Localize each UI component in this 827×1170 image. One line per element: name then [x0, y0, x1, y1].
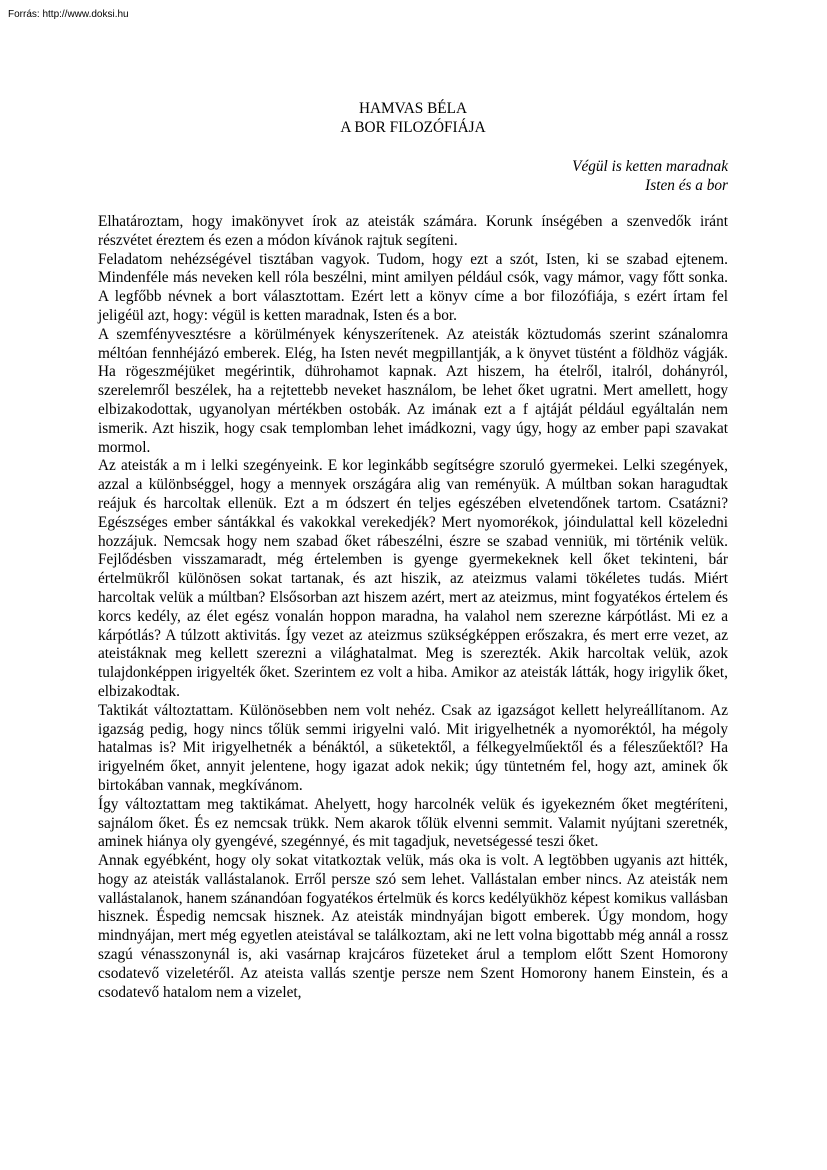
- motto-line: Végül is ketten maradnak: [572, 158, 728, 175]
- document-heading: [98, 99, 728, 137]
- author-name: HAMVAS BÉLA: [358, 100, 468, 117]
- paragraph: A szemfényvesztésre a körülmények kényszerítenek. Az ateisták köztudomás szerint szánalomra méltóan fennhéjázó emberek. Elég, ha Isten nevét megpillantják, a k önyvet tüstént a földhöz vágják. Ha rögeszméjüket megérintik, dührohamot kapnak. Azt hiszem, ha ételről, italról, dohányról, szerelemről beszélek, ha a rejtettebb neveket használom, be lehet őket ugratni. Mert amellett, hogy elbizakodottak, ugyanolyan mértékben ostobák. Az imának ezt a f ajtáját például egyáltalán nem ismerik. Azt hiszik, hogy csak templomban lehet imádkozni, vagy úgy, hogy az ember papi szavakat mormol.: [98, 325, 728, 456]
- body-text: [98, 213, 728, 1002]
- paragraph: Taktikát változtattam. Különösebben nem volt nehéz. Csak az igazságot kellett helyreállítanom. Az igazság pedig, hogy nincs tőlük semmi irigyelni való. Mit irigyelhetnék a nyomoréktól, ha mégoly hatalmas is? Mit irigyelhetnék a bénáktól, a süketektől, a félkegyelműektől és a féleszűektől? Ha irigyelném őket, annyit jelentene, hogy igazat adok nekik; úgy tüntetném fel, hogy azt, aminek ők birtokában vannak, megkívánom.: [98, 701, 728, 794]
- motto: [572, 157, 728, 195]
- paragraph: Elhatároztam, hogy imakönyvet írok az ateisták számára. Korunk ínségében a szenvedők iránt részvétet éreztem és ezen a módon kívánok rajtuk segíteni.: [98, 213, 728, 249]
- document-title: A BOR FILOZÓFIÁJA: [340, 119, 486, 136]
- source-note: Forrás: http://www.doksi.hu: [8, 9, 129, 20]
- paragraph: Annak egyébként, hogy oly sokat vitatkoztak velük, más oka is volt. A legtöbben ugyanis azt hitték, hogy az ateisták vallástalanok. Erről persze szó sem lehet. Vallástalan ember nincs. Az ateisták nem vallástalanok, hanem szánandóan fogyatékos értelmük és korcs kedélyükhöz képest komikus vallásban hisznek. Éspedig nemcsak hisznek. Az ateisták mindnyájan bigott emberek. Úgy mondom, hogy mindnyájan, mert még egyetlen ateistával se találkoztam, aki ne lett volna bigottabb még annál a rossz szagú vénasszonynál is, aki vasárnap krajcáros füzeteket árul a templom előtt Szent Homorony csodatevő vizeletéről. Az ateista vallás szentje persze nem Szent Homorony hanem Einstein, és a csodatevő hatalom nem a vizelet,: [98, 852, 728, 1001]
- motto-line: Isten és a bor: [645, 177, 728, 194]
- paragraph: Az ateisták a m i lelki szegényeink. E kor leginkább segítségre szoruló gyermekei. Lelki szegények, azzal a különbséggel, hogy a mennyek országára alig van reményük. A múltban sokan haragudtak reájuk és harcoltak ellenük. Ezt a m ódszert én teljes egészében elvetendőnek tartom. Csatázni? Egészséges ember sántákkal és vakokkal verekedjék? Mert nyomorékok, jóindulattal kell közeledni hozzájuk. Nemcsak hogy nem szabad őket rábeszélni, észre se szabad venniük, mi történik velük. Fejlődésben visszamaradt, még értelemben is gyenge gyermekeknek kell őket tekinteni, bár értelmükről különösen sokat tartanak, és azt hiszik, az ateizmus valami tökéletes tudás. Miért harcoltak velük a múltban? Elsősorban azt hiszem azért, mert az ateizmus, mint fogyatékos értelem és korcs kedély, az élet egész vonalán hoppon maradna, ha valahol nem szerezne kárpótlást. Mi ez a kárpótlás? A túlzott aktivitás. Így vezet az ateizmus szükségképpen erőszakra, és mert erre vezet, az ateistáknak meg kellett szerezni a világhatalmat. Meg is szerezték. Akik harcoltak velük, azok tulajdonképpen irigyelték őket. Szerintem ez volt a hiba. Amikor az ateisták látták, hogy irigylik őket, elbizakodtak.: [98, 457, 728, 700]
- paragraph: Feladatom nehézségével tisztában vagyok. Tudom, hogy ezt a szót, Isten, ki se szabad ejtenem. Mindenféle más neveken kell róla beszélni, mint amilyen például csók, vagy mámor, vagy főtt sonka. A legfőbb névnek a bort választottam. Ezért lett a könyv címe a bor filozófiája, s ezért írtam fel jeligéül azt, hogy: végül is ketten maradnak, Isten és a bor.: [98, 250, 728, 324]
- paragraph: Így változtattam meg taktikámat. Ahelyett, hogy harcolnék velük és igyekezném őket megtéríteni, sajnálom őket. És ez nemcsak trükk. Nem akarok tőlük elvenni semmit. Valamit nyújtani szeretnék, aminek hiánya oly gyengévé, szegénnyé, és mit tagadjuk, nevetségessé teszi őket.: [98, 795, 728, 851]
